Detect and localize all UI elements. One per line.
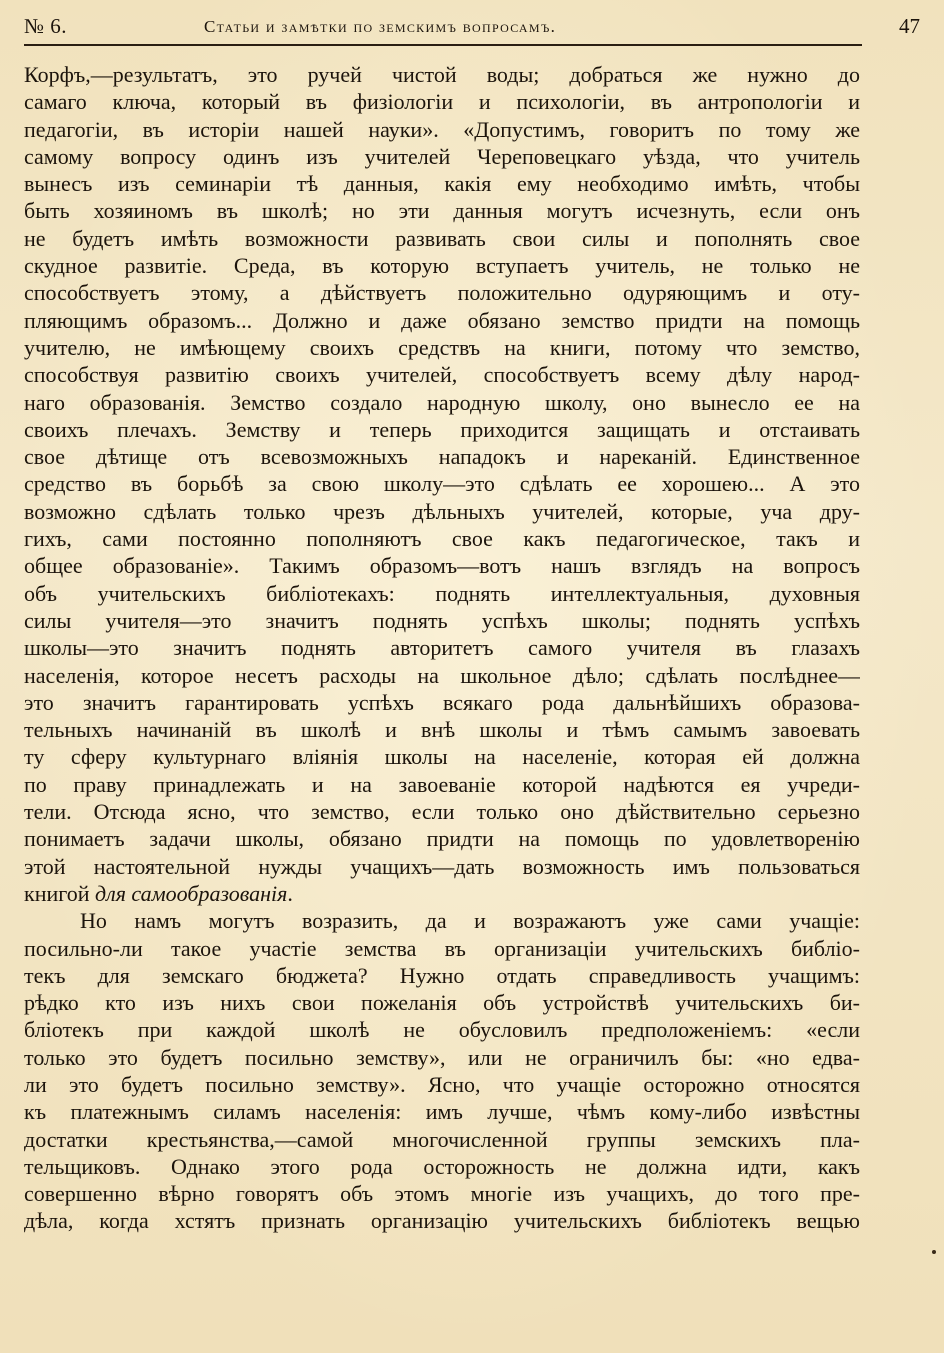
- text-line: ту сферу культурнаго вліянія школы на населеніе, которая ей должна: [24, 744, 860, 770]
- text-line: тельщиковъ. Однако этого рода осторожность не должна идти, какъ: [24, 1153, 860, 1179]
- text-line: это значитъ гарантировать успѣхъ всякаго рода дальнѣйшихъ образова-: [24, 689, 860, 715]
- text-line: средство въ борьбѣ за свою школу—это сдѣлать ее хорошею... А это: [24, 471, 860, 497]
- header-rule: [24, 44, 862, 46]
- text-line: текъ для земскаго бюджета? Нужно отдать справедливость учащимъ:: [24, 962, 860, 988]
- text-line: свое дѣтище отъ всевозможныхъ нападокъ и нареканій. Единственное: [24, 444, 860, 470]
- text-line: тели. Отсюда ясно, что земство, если только оно дѣйствительно серьезно: [24, 799, 860, 825]
- text-line: пляющимъ образомъ... Должно и даже обязано земство придти на помощь: [24, 307, 860, 333]
- text-line: только это будетъ посильно земству», или не ограничилъ бы: «но едва-: [24, 1044, 860, 1070]
- text-line: способствуетъ этому, а дѣйствуетъ положительно одуряющимъ и оту-: [24, 280, 860, 306]
- paragraph-1: [24, 61, 860, 880]
- text-fragment: книгой: [24, 880, 90, 906]
- text-line: возможно сдѣлать только чрезъ дѣльныхъ учителей, которые, уча дру-: [24, 498, 860, 524]
- text-line: рѣдко кто изъ нихъ свои пожеланія объ устройствѣ учительскихъ би-: [24, 990, 860, 1016]
- text-line: способствуя развитію своихъ учителей, способствуетъ всему дѣлу народ-: [24, 362, 860, 388]
- text-line: Корфъ,—результатъ, это ручей чистой воды; добраться же нужно до: [24, 62, 860, 87]
- text-line: самаго ключа, который въ физіологіи и психологіи, въ антропологіи и: [24, 89, 860, 115]
- text-line: тельныхъ начинаній въ школѣ и внѣ школы и тѣмъ самымъ завоевать: [24, 717, 860, 743]
- paper-speck: [932, 1250, 936, 1254]
- paragraph-1-last-line: [24, 880, 860, 907]
- text-line: учителю, не имѣющему своихъ средствъ на книги, потому что земство,: [24, 334, 860, 360]
- text-line: населенія, которое несетъ расходы на школьное дѣло; сдѣлать послѣднее—: [24, 662, 860, 688]
- body-text: [24, 61, 860, 1235]
- issue-number: № 6.: [24, 14, 68, 38]
- text-line: вынесъ изъ семинаріи тѣ данныя, какія ему необходимо имѣть, чтобы: [24, 171, 860, 197]
- text-line: быть хозяиномъ въ школѣ; но эти данныя могутъ исчезнуть, если онъ: [24, 198, 860, 224]
- text-line: школы—это значитъ поднять авторитетъ самого учителя въ глазахъ: [24, 635, 860, 661]
- text-line: этой настоятельной нужды учащихъ—дать возможность имъ пользоваться: [24, 853, 860, 879]
- text-line: Но намъ могутъ возразить, да и возражаютъ уже сами учащіе:: [80, 908, 860, 934]
- paragraph-2: [24, 907, 860, 1235]
- text-line: педагогіи, въ исторіи нашей науки». «Допустимъ, говоритъ по тому же: [24, 116, 860, 142]
- text-line: не будетъ имѣть возможности развивать свои силы и пополнять свое: [24, 225, 860, 251]
- text-line: дѣла, когда хстятъ признать организацію учительскихъ библіотекъ вещью: [24, 1208, 860, 1234]
- page-number: 47: [899, 14, 920, 38]
- text-line: къ платежнымъ силамъ населенія: имъ лучше, чѣмъ кому-либо извѣстны: [24, 1099, 860, 1125]
- running-header: [24, 14, 920, 44]
- italic-phrase: для самообразованія: [94, 880, 288, 906]
- text-line: совершенно вѣрно говорятъ объ этомъ многіе изъ учащихъ, до того пре-: [24, 1181, 860, 1207]
- text-line: самому вопросу одинъ изъ учителей Череповецкаго уѣзда, что учитель: [24, 143, 860, 169]
- text-line: по праву принадлежать и на завоеваніе которой надѣются ея учреди-: [24, 771, 860, 797]
- text-line: своихъ плечахъ. Земству и теперь приходится защищать и отстаивать: [24, 416, 860, 442]
- text-line: достатки крестьянства,—самой многочисленной группы земскихъ пла-: [24, 1126, 860, 1152]
- text-line: общее образованіе». Такимъ образомъ—вотъ нашъ взглядъ на вопросъ: [24, 553, 860, 579]
- text-line: бліотекъ при каждой школѣ не обусловилъ предположеніемъ: «если: [24, 1017, 860, 1043]
- running-title: Статьи и замѣтки по земскимъ вопросамъ.: [204, 17, 557, 36]
- text-line: силы учителя—это значитъ поднять успѣхъ школы; поднять успѣхъ: [24, 607, 860, 633]
- text-line: скудное развитіе. Среда, въ которую вступаетъ учитель, не только не: [24, 253, 860, 279]
- text-fragment: .: [287, 880, 293, 906]
- text-line: посильно-ли такое участіе земства въ организаціи учительскихъ библіо-: [24, 935, 860, 961]
- text-line: наго образованія. Земство создало народную школу, оно вынесло ее на: [24, 389, 860, 415]
- text-line: гихъ, сами постоянно пополняютъ свое какъ педагогическое, такъ и: [24, 526, 860, 552]
- text-line: понимаетъ задачи школы, обязано придти на помощь по удовлетворенію: [24, 826, 860, 852]
- text-line: объ учительскихъ библіотекахъ: поднять интеллектуальныя, духовныя: [24, 580, 860, 606]
- text-line: ли это будетъ посильно земству». Ясно, что учащіе осторожно относятся: [24, 1071, 860, 1097]
